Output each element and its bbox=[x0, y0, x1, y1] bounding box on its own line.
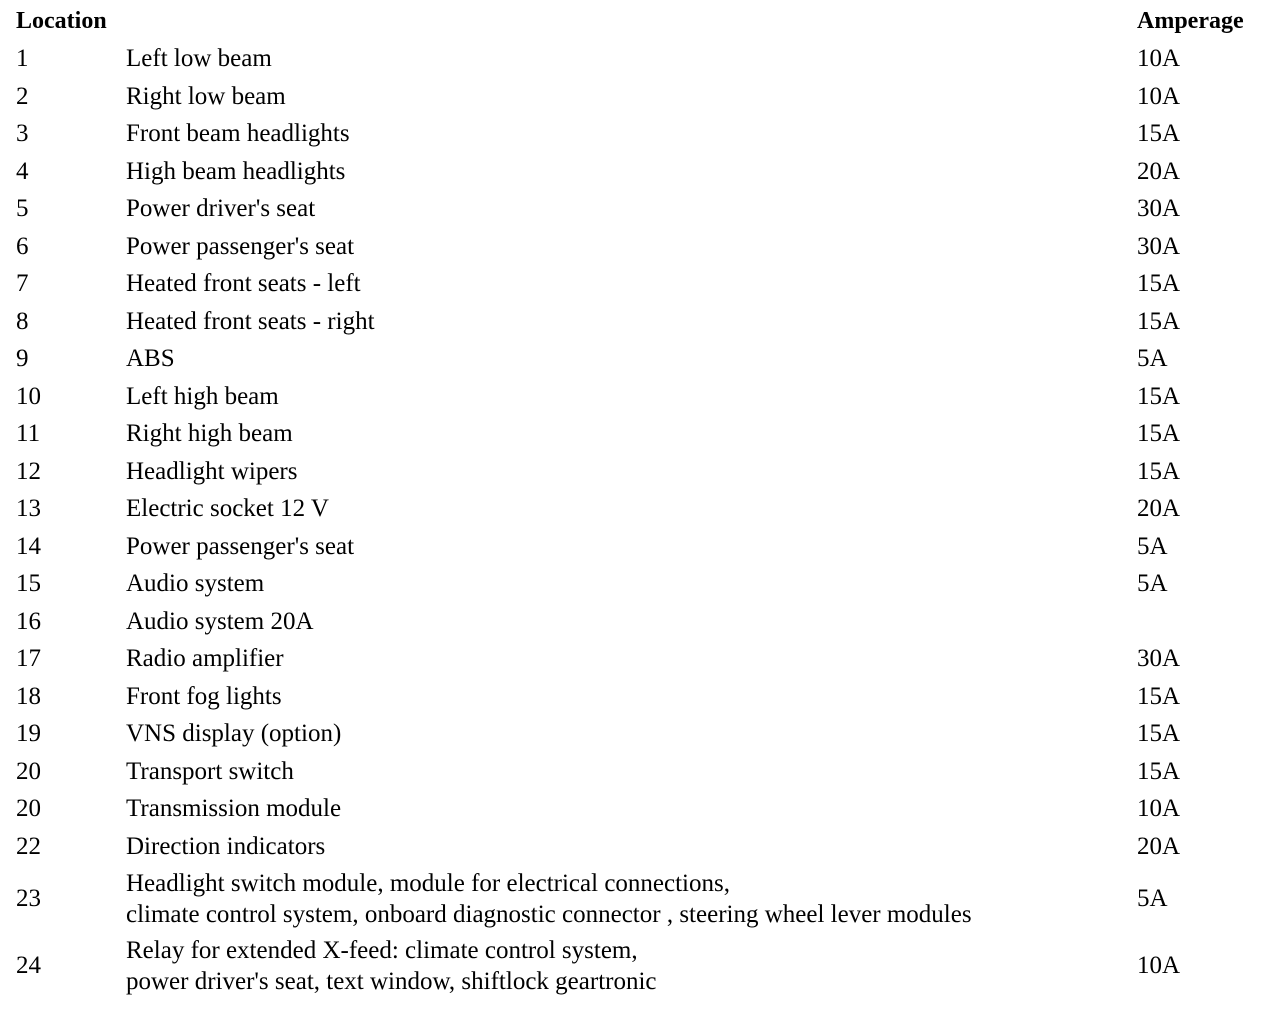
amperage-cell: 15A bbox=[1137, 270, 1181, 298]
location-cell: 24 bbox=[16, 952, 41, 979]
location-cell: 15 bbox=[16, 570, 41, 598]
location-cell: 22 bbox=[16, 832, 41, 860]
description-line: Power driver's seat bbox=[126, 195, 316, 223]
table-row bbox=[16, 378, 1278, 416]
description-cell bbox=[126, 715, 1137, 753]
table-row bbox=[16, 528, 1278, 566]
description-cell bbox=[126, 753, 1137, 791]
table-row bbox=[16, 228, 1278, 266]
table-row bbox=[16, 715, 1278, 753]
table-body bbox=[16, 40, 1278, 999]
amperage-cell: 15A bbox=[1137, 720, 1181, 748]
description-line: Electric socket 12 V bbox=[126, 495, 329, 523]
description-line: Right high beam bbox=[126, 420, 293, 448]
description-line: Transmission module bbox=[126, 795, 342, 823]
description-cell bbox=[126, 228, 1137, 266]
table-row bbox=[16, 415, 1278, 453]
description-column-header bbox=[126, 2, 1137, 40]
description-line: Transport switch bbox=[126, 757, 294, 785]
amperage-cell: 15A bbox=[1137, 457, 1181, 485]
description-line: Left low beam bbox=[126, 45, 272, 73]
table-row bbox=[16, 265, 1278, 303]
description-line: Heated front seats - right bbox=[126, 307, 375, 335]
description-cell bbox=[126, 790, 1137, 828]
description-line: High beam headlights bbox=[126, 157, 346, 185]
description-line: ABS bbox=[126, 345, 175, 373]
location-cell: 7 bbox=[16, 270, 29, 298]
amperage-cell: 5A bbox=[1137, 570, 1168, 598]
location-cell: 8 bbox=[16, 307, 29, 335]
location-column-header: Location bbox=[16, 7, 107, 34]
description-cell bbox=[126, 340, 1137, 378]
table-row bbox=[16, 753, 1278, 791]
location-cell: 1 bbox=[16, 45, 29, 73]
table-row bbox=[16, 678, 1278, 716]
amperage-cell: 5A bbox=[1137, 885, 1168, 912]
description-line: Audio system bbox=[126, 570, 265, 598]
amperage-cell: 15A bbox=[1137, 757, 1181, 785]
table-row bbox=[16, 865, 1278, 932]
table-row bbox=[16, 115, 1278, 153]
location-cell: 17 bbox=[16, 645, 41, 673]
amperage-cell: 30A bbox=[1137, 645, 1181, 673]
description-cell bbox=[126, 932, 1137, 999]
description-line: Left high beam bbox=[126, 382, 279, 410]
description-cell bbox=[126, 490, 1137, 528]
amperage-column-header: Amperage bbox=[1137, 7, 1244, 34]
description-line: Heated front seats - left bbox=[126, 270, 361, 298]
location-cell: 11 bbox=[16, 420, 41, 448]
amperage-cell: 20A bbox=[1137, 157, 1181, 185]
amperage-cell bbox=[1137, 603, 1278, 641]
description-cell bbox=[126, 603, 1137, 641]
location-cell: 20 bbox=[16, 795, 41, 823]
description-line: Headlight switch module, module for electrical connections, bbox=[126, 869, 730, 897]
location-cell: 3 bbox=[16, 120, 29, 148]
amperage-cell: 15A bbox=[1137, 382, 1181, 410]
amperage-cell: 15A bbox=[1137, 120, 1181, 148]
description-line: Audio system 20A bbox=[126, 607, 314, 635]
description-cell bbox=[126, 378, 1137, 416]
location-cell: 18 bbox=[16, 682, 41, 710]
table-row bbox=[16, 490, 1278, 528]
amperage-cell: 5A bbox=[1137, 532, 1168, 560]
amperage-cell: 20A bbox=[1137, 495, 1181, 523]
description-cell bbox=[126, 565, 1137, 603]
table-header-row bbox=[16, 2, 1278, 40]
description-line: power driver's seat, text window, shiftlock geartronic bbox=[126, 967, 657, 995]
description-line: Relay for extended X-feed: climate control system, bbox=[126, 936, 638, 964]
table-row bbox=[16, 40, 1278, 78]
description-cell bbox=[126, 640, 1137, 678]
description-line: Front beam headlights bbox=[126, 120, 350, 148]
location-cell: 20 bbox=[16, 757, 41, 785]
description-cell bbox=[126, 828, 1137, 866]
amperage-cell: 30A bbox=[1137, 232, 1181, 260]
location-cell: 12 bbox=[16, 457, 41, 485]
description-line: Right low beam bbox=[126, 82, 286, 110]
table-row bbox=[16, 303, 1278, 341]
location-cell: 9 bbox=[16, 345, 29, 373]
description-line: climate control system, onboard diagnostic connector , steering wheel lever modules bbox=[126, 900, 972, 928]
table-row bbox=[16, 153, 1278, 191]
amperage-cell: 15A bbox=[1137, 307, 1181, 335]
table-row bbox=[16, 828, 1278, 866]
amperage-cell: 10A bbox=[1137, 82, 1181, 110]
location-cell: 23 bbox=[16, 885, 41, 912]
description-cell bbox=[126, 865, 1137, 932]
location-cell: 14 bbox=[16, 532, 41, 560]
location-cell: 16 bbox=[16, 607, 41, 635]
description-line: Power passenger's seat bbox=[126, 232, 355, 260]
description-line: Front fog lights bbox=[126, 682, 282, 710]
amperage-cell: 10A bbox=[1137, 45, 1181, 73]
location-cell: 5 bbox=[16, 195, 29, 223]
amperage-cell: 15A bbox=[1137, 682, 1181, 710]
location-cell: 6 bbox=[16, 232, 29, 260]
description-cell bbox=[126, 528, 1137, 566]
amperage-cell: 10A bbox=[1137, 952, 1181, 979]
description-cell bbox=[126, 115, 1137, 153]
amperage-cell: 30A bbox=[1137, 195, 1181, 223]
amperage-cell: 5A bbox=[1137, 345, 1168, 373]
amperage-cell: 10A bbox=[1137, 795, 1181, 823]
table-row bbox=[16, 565, 1278, 603]
table-row bbox=[16, 78, 1278, 116]
description-line: Headlight wipers bbox=[126, 457, 298, 485]
table-row bbox=[16, 603, 1278, 641]
description-cell bbox=[126, 153, 1137, 191]
table-row bbox=[16, 640, 1278, 678]
description-cell bbox=[126, 265, 1137, 303]
table-row bbox=[16, 453, 1278, 491]
description-cell bbox=[126, 678, 1137, 716]
description-cell bbox=[126, 78, 1137, 116]
description-cell bbox=[126, 190, 1137, 228]
amperage-cell: 20A bbox=[1137, 832, 1181, 860]
description-cell bbox=[126, 453, 1137, 491]
table-row bbox=[16, 790, 1278, 828]
description-cell bbox=[126, 40, 1137, 78]
location-cell: 10 bbox=[16, 382, 41, 410]
table-row bbox=[16, 932, 1278, 999]
description-line: Radio amplifier bbox=[126, 645, 284, 673]
fuse-table bbox=[16, 2, 1278, 999]
location-cell: 13 bbox=[16, 495, 41, 523]
description-line: Power passenger's seat bbox=[126, 532, 355, 560]
description-cell bbox=[126, 415, 1137, 453]
location-cell: 2 bbox=[16, 82, 29, 110]
location-cell: 4 bbox=[16, 157, 29, 185]
description-cell bbox=[126, 303, 1137, 341]
table-row bbox=[16, 190, 1278, 228]
location-cell: 19 bbox=[16, 720, 41, 748]
amperage-cell: 15A bbox=[1137, 420, 1181, 448]
description-line: VNS display (option) bbox=[126, 720, 342, 748]
description-line: Direction indicators bbox=[126, 832, 326, 860]
table-row bbox=[16, 340, 1278, 378]
